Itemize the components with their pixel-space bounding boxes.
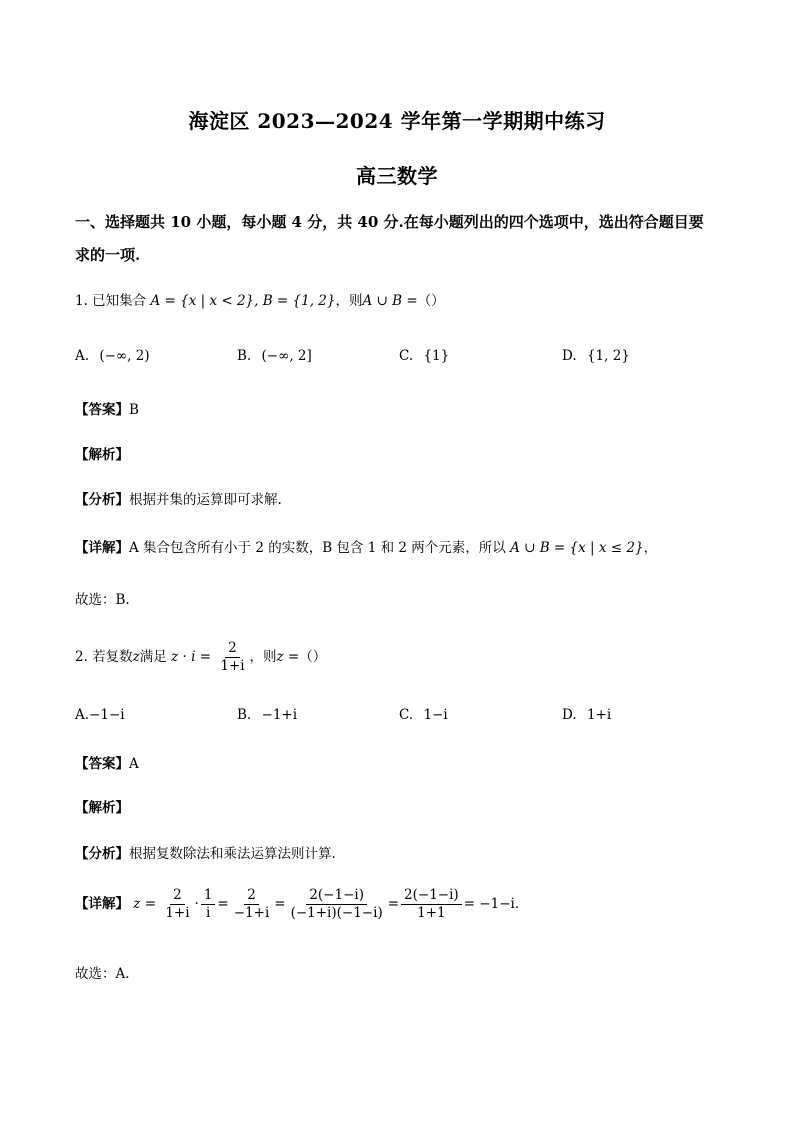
page-title: 海淀区 2023—2024 学年第一学期期中练习 (188, 109, 606, 133)
q2-fenxi: 【分析】根据复数除法和乘法运算法则计算. (75, 846, 336, 862)
q2-option-d: D. 1+i (562, 707, 612, 723)
q1-sets: A = {x | x < 2}, B = {1, 2} (150, 293, 336, 309)
q1-fenxi: 【分析】根据并集的运算即可求解. (75, 492, 282, 508)
q2-option-c: C. 1−i (399, 707, 448, 723)
q2-fraction: $\frac{2}{1+i}$ (220, 640, 245, 674)
q1-option-b: B. (−∞, 2] (237, 348, 312, 364)
question-2: 2. 若复数z满足 z · i = $\frac{2}{1+i}$ ，则z =（） (75, 640, 327, 674)
q1-conclusion: 故选：B. (75, 592, 130, 608)
q1-union: A ∪ B = (362, 293, 418, 309)
subject-title: 高三数学 (356, 164, 438, 188)
q2-calc-frac-5: $\frac{2(-1-i)}{1+1}$ (401, 887, 462, 922)
q2-answer: 【答案】A (75, 756, 139, 772)
q1-option-a: A. (−∞, 2) (75, 348, 150, 364)
q1-option-c: C. {1} (399, 348, 450, 364)
q2-conclusion: 故选：A. (75, 966, 130, 982)
q2-ask: z = (276, 649, 300, 665)
q2-var: z (132, 649, 140, 665)
q2-calc-frac-4: $\frac{2(-1-i)}{(-1+i)(-1-i)}$ (290, 887, 383, 921)
q1-mid: ，则 (335, 293, 363, 309)
section-heading-line1: 一、选择题共 10 小题，每小题 4 分，共 40 分.在每小题列出的四个选项中，选出符合题目要 (75, 213, 704, 231)
q1-detail-math: A ∪ B = {x | x ≤ 2} (510, 540, 644, 556)
q2-calc-frac-2: $\frac{1}{i}$ (201, 887, 216, 922)
q1-analysis-tag: 【解析】 (75, 447, 129, 463)
q1-detail: 【详解】A 集合包含所有小于 2 的实数，B 包含 1 和 2 两个元素，所以 A ∪ B = {x | x ≤ 2}， (75, 540, 658, 556)
q2-lhs: z · i = (171, 649, 212, 665)
q1-answer: 【答案】B (75, 402, 139, 418)
question-1 (75, 289, 445, 309)
q2-option-a: A.−1−i (75, 707, 125, 723)
q2-option-b: B. −1+i (237, 707, 298, 723)
q1-suffix: （） (417, 293, 445, 309)
q1-prefix: 1. 已知集合 (75, 293, 147, 309)
q2-calc-frac-3: $\frac{2}{-1+i}$ (233, 887, 270, 921)
q2-calc-frac-1: $\frac{2}{1+i}$ (165, 887, 190, 921)
q2-detail: 【详解】 z = $\frac{2}{1+i}$ · $\frac{1}{i}$ = $\frac{2}{-1+i}$ = $\frac{2(-1-i)}{(-1+i)(-1-i)}$ = $\frac{2(-1-i)}{1+1}$ = −1−i. (75, 887, 520, 921)
q1-option-d: D. {1, 2} (562, 348, 630, 364)
section-heading-line2: 求的一项. (75, 246, 141, 264)
q2-calc-result: = −1−i. (463, 896, 520, 912)
q2-analysis-tag: 【解析】 (75, 800, 129, 816)
